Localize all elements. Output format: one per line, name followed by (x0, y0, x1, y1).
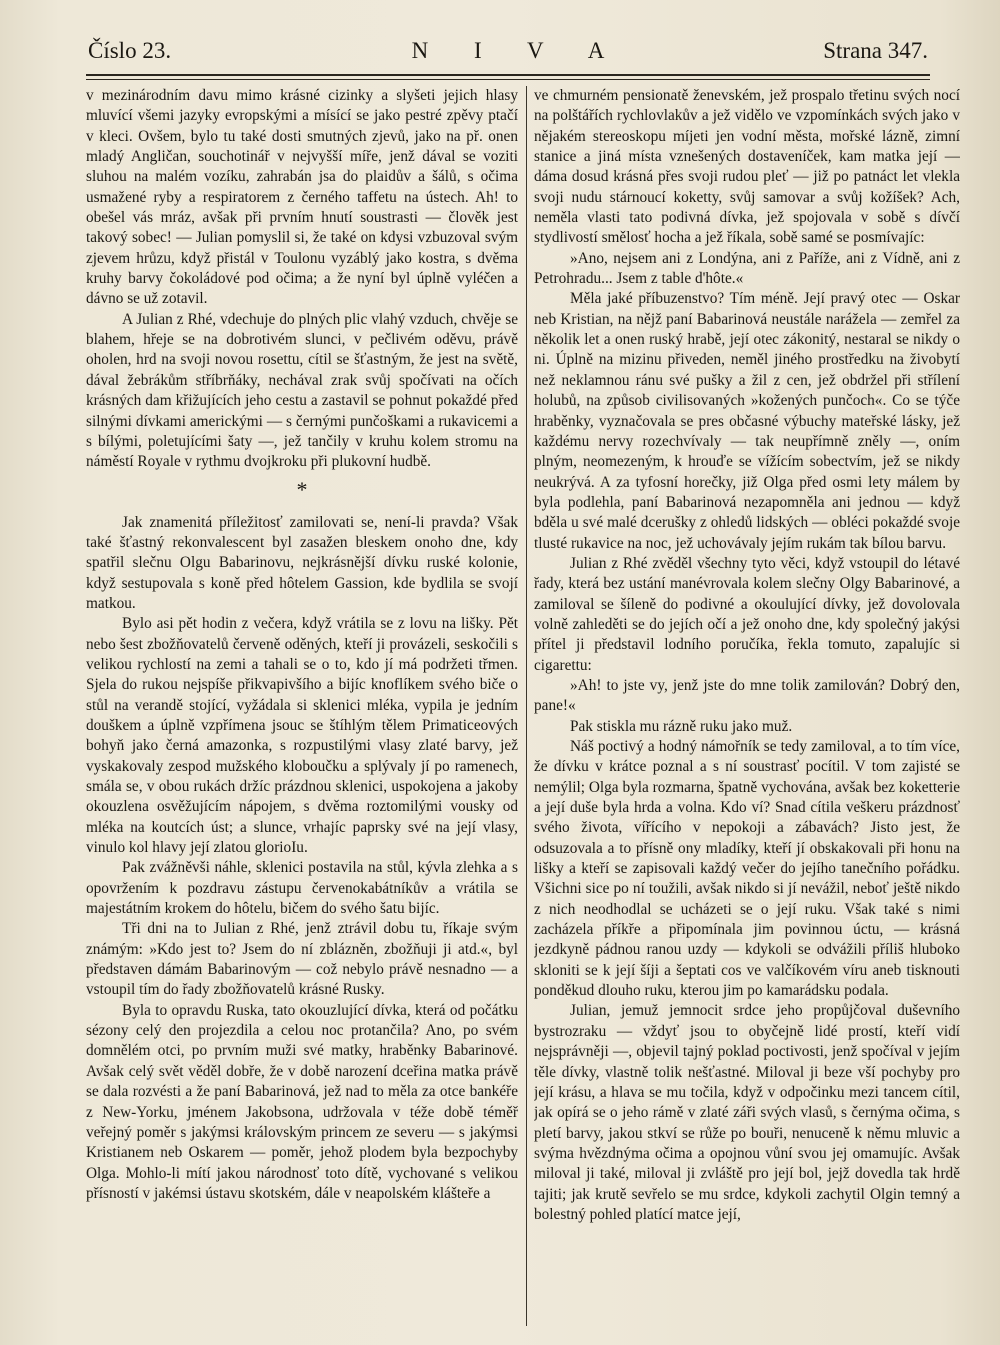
page-number: Strana 347. (823, 38, 928, 63)
column-divider (526, 86, 527, 1326)
section-separator: * (296, 476, 308, 502)
paragraph: Tři dni na to Julian z Rhé, jenž ztrávil dobu tu, říkaje svým známým: »Kdo jest to? Jsem do ní zblázněn, zbožňuji ji atd.«, byl představen dámám Babarinovým — což nebylo právě nesnadno — a vstoupil tím do řady zbožňovatelů krásné Rusky. (86, 920, 518, 999)
paragraph: Julian z Rhé zvěděl všechny tyto věci, když vstoupil do létavé řady, která bez ustání manévrovala kolem slečny Olgy Babarinové, a zamiloval se šíleně do podivné a okoulující dívky, jež dovolovala volně zahleděti se do jejích očí a jež onoho dne, kdy společný jakýsi přítel ji představil lodního poručíka, řekla tomuto, zapalujíc si cigarettu: (534, 554, 960, 674)
paragraph: ve chmurném pensionatě ženevském, jež prospalo třetinu svých nocí na polštářích rychlovlakův a jež vidělo ve vzpomínkách svých jako v nějakém stereoskopu míjeti jen vodní města, mořské lázně, zimní stanice a jiná místa vznešených dostaveníček, kam matka její — dáma dosud krásná přes svoji rudou pleť — již po patnáct let vlekla svoji nudu stárnoucí koketty, svůj samovar a svůj kožíšek? Ach, neměla vlasti tato podivná dívka, jež spojovala v sobě s dívčí stydlivostí smělosť hocha a jež říkala, sobě samé se posmívajíc: (534, 87, 960, 247)
paragraph: »Ano, nejsem ani z Londýna, ani z Paříže, ani z Vídně, ani z Petrohradu... Jsem z table d'hôte.« (534, 249, 960, 288)
paragraph: Měla jaké příbuzenstvo? Tím méně. Její pravý otec — Oskar neb Kristian, na nějž paní Babarinová neustále narážela — zemřel za několik let a onen ruský hrabě, její otec zákonitý, nestaral se nikdy o ni. Úplně na mizinu přiveden, neměl jiného prostředku na živobytí než neklamnou ránu své pušky a žil z cen, jež obdržel při střílení holubů, na způsob civilisovaných »kožených punčoch«. Co se týče hraběnky, vyznačovala se pres občasné výbuchy mateřské lásky, jež každému nervy rozechvívaly — tak neupřímně zněly —, oním plným, neomezeným, k hrouďe se vížícím sobectvím, jež se nikdy neukrývá. A za tyfosní horečky, již Olga před osmi lety málem by byla podlehla, paní Babarinová nezapomněla ani jednou — když bděla u své malé dcerušky z ohledů lidských — obléci pokaždé svoje tlusté rukavice na noc, jež uchovávaly jejím rukám tak bílou barvu. (534, 290, 960, 552)
paragraph: Julian, jemuž jemnocit srdce jeho propůjčoval duševního bystrozraku — vždyť jsou to obyčejně lidé prostí, kteří vidí nejsprávněji —, objevil tajný poklad poctivosti, jenž spočíval v jejím těle dívky, vlastně tolik nešťastné. Miloval ji beze vší pochyby pro její krásu, a hlava se mu točila, když v odpočinku mezi tancem cítil, jak opírá se o jeho rámě v zlaté záři svých vlasů, s černýma očima, s pletí barvy, jakou stkví se růže po bouři, nenuceně k němu mluvic a svýma hvězdnýma očima a opojnou vůní svou jej omamujíc. Avšak miloval ji také, miloval ji zvláště pro její bol, jejž dovedla tak hrdě tajiti; jak krutě sevřelo se mu srdce, kdykoli zachytil Olgin temný a bolestný pohled platící matce její, (534, 1002, 960, 1223)
paragraph: Pak zvážněvši náhle, sklenici postavila na stůl, kývla zlehka a s opovržením k pozdravu zástupu červenokabátníkův a vrátila se majestátním krokem do hôtelu, bičem do svého šatu bijíc. (86, 859, 518, 918)
paragraph: »Ah! to jste vy, jenž jste do mne tolik zamilován? Dobrý den, pane!« (534, 676, 960, 715)
paragraph: Náš poctivý a hodný námořník se tedy zamiloval, a to tím více, že dívku v krátce poznal a s ní soustrasť pocítil. V tom zajisté se nemýlil; Olga byla rozmarna, špatně vychována, avšak bez koketterie a její duše byla hrda a volna. Kdo ví? Snad cítila veškeru prázdnosť svého života, vířícího v nepokoji a zábavách? Jisto jest, že odsuzovala a to přísně ony mladíky, kteří jí obskakovali při honu na lišky a kteří se zapisovali každý večer do jejího tanečního pořádku. Všichni sice po ní toužili, avšak nikdo si jí nevážil, neboť ještě nikdo z nich neodhodlal se ucházeti se o její ruku. Však také s nimi zacházela příkře a připomínala jim povinnou úctu, — krásná jezdkyně pádnou ranou uzdy — kdykoli se odvážili příliš hluboko skloniti se k její šíji a šeptati cos ve valčíkovém víru aneb tisknouti ponděkud dlouho ruku, kterou jim po kamarádsku podala. (534, 738, 960, 1000)
page-header (88, 38, 928, 74)
paragraph: A Julian z Rhé, vdechuje do plných plic vlahý vzduch, chvěje se blahem, hřeje se na dobrotivém slunci, v pečlivém oděvu, právě oholen, hrd na svoji novou rosettu, cítil se šťastným, že jest na světě, dával žebrákům stříbrňáky, nechával zrak svůj spočívati na očích krásných dam křižujících jeho cestu a zastavil se pohnut pokaždé před silnými dívkami americkými — s černými punčoškami a rukavicemi a s bílými, poletujícími šaty —, jež tančily v kruhu kolem stromu na náměstí Royale v rythmu dvojkroku při plukovní hudbě. (86, 310, 518, 471)
paragraph: Jak znamenitá příležitosť zamilovati se, není-li pravda? Však také šťastný rekonvalescent byl zasažen bleskem onoho dne, kdy spatřil slečnu Olgu Babarinovu, nejkrásnější dívku ruské kolonie, když sestupovala s koně před hôtelem Gassion, kde bydlila se svojí matkou. (86, 513, 518, 612)
left-column (86, 86, 518, 1326)
issue-number: Číslo 23. (88, 38, 172, 63)
magazine-title: N I V A (411, 38, 625, 63)
header-rule-thin (86, 79, 930, 80)
header-rule (86, 74, 930, 76)
right-column (534, 86, 960, 1326)
paragraph: Pak stiskla mu rázně ruku jako muž. (570, 717, 793, 735)
paragraph: v mezinárodním davu mimo krásné cizinky a slyšeti jejich hlasy mluvící všemi jazyky evropskými a mísící se jako pestré zpěvy ptačí v kleci. Ovšem, bylo tu také dosti smutných zjevů, jako na př. onen mladý Angličan, souchotinář v nejvyšší míře, jenž dával se voziti sluhou na malém vozíku, zahrabán jsa do plaidův a šálů, s očima usmažené ryby a respiratorem z černého taffetu na ústech. Ah! to obešel vás mráz, avšak při prvním hnutí soustrasti — člověk jest takový sobec! — Julian pomyslil si, že také on kdysi vzbuzoval svým zjevem hrůzu, když přistál v Toulonu vyzáblý jako kostra, s dvěma kruhy barvy čokoládové pod očima; a že nyní byl úplně vyléčen a dávno se už zotavil. (86, 87, 518, 308)
paragraph: Bylo asi pět hodin z večera, když vrátila se z lovu na lišky. Pět nebo šest zbožňovatelů červeně oděných, kteří ji provázeli, seskočili s velikou rychlostí na zemi a tahali se o to, kdo jí má podržeti třmen. Sjela do rukou nejspíše přikvapivšího a bijíc knoflíkem svého biče o stůl na verandě stojící, vyžádala si sklenici mléka, vypila je jedním douškem a úplně vzpřímena jsouc se štíhlým tělem Primaticeových bohyň jako černá amazonka, s rozpustilými vlasy zlaté barvy, jež vyskakovaly zespod mužského kloboučku a splývaly jí po ramenech, smála se, v obou rukách držíc prázdnou sklenici, uspokojena a jakoby okouzlena osvěžujícím nápojem, s dvěma roztomilými vousky od mléka na koutcích úst; a slunce, vrhajíc paprsky své na její vlasy, vinulo kol hlavy její zlatou glorioIu. (86, 615, 518, 857)
paragraph: Byla to opravdu Ruska, tato okouzlující dívka, která od počátku sézony celý den projezdila a celou noc protančila? Ano, po svém domnělém otci, po prvním muži své matky, hraběnky Babarinové. Avšak celý svět věděl dobře, že v době narození dceřina matka právě se dala rozvésti a že paní Babarinová, jež nad to měla za otce bankéře z New-Yorku, jménem Jakobsona, udržovala v téže době téměř veřejný poměr s jakýmsi královským princem ze severu — s jakýmsi Kristianem neb Oskarem — poměr, jehož plodem byla bezpochyby Olga. Mohlo-li mítí jakou národnosť toto dítě, vychované s velikou přísností v jakémsi ústavu skotském, dále v neapolském klášteře a (86, 1001, 518, 1202)
